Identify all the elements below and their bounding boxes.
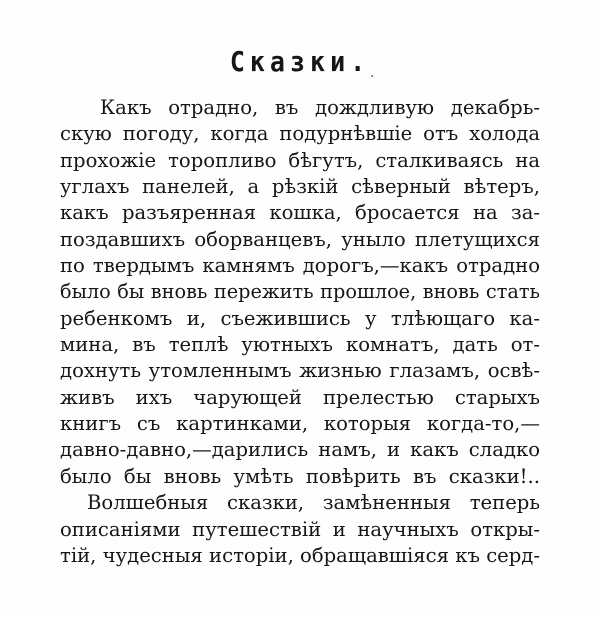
text-line: ребенкомъ и, съежившись у тлѣющаго ка-: [60, 306, 540, 330]
text-line: какъ разъяренная кошка, бросается на за-: [60, 201, 540, 225]
page-title: Сказки.: [229, 45, 371, 78]
paragraph-1: [60, 95, 540, 490]
text-line: углахъ панелей, а рѣзкій сѣверный вѣтеръ,: [60, 175, 540, 199]
text-line: давно-давно,—дарились намъ, и какъ сладко: [60, 438, 540, 462]
text-line: тій, чудесныя исторіи, обращавшіяся къ серд-: [60, 543, 540, 567]
text-line: Волшебныя сказки, замѣненныя теперь: [87, 491, 540, 515]
title-stray-mark: ·: [370, 69, 375, 85]
paragraph-2: [60, 490, 540, 569]
text-line: по твердымъ камнямъ дорогъ,—какъ отрадно: [60, 254, 540, 278]
text-line: мина, въ теплѣ уютныхъ комнатъ, дать от-: [60, 333, 540, 357]
text-line: прохожіе торопливо бѣгутъ, сталкиваясь на: [60, 148, 540, 172]
text-line: дохнуть утомленнымъ жизнью глазамъ, освѣ-: [60, 359, 540, 383]
body-text: [60, 95, 540, 569]
text-line: было бы вновь умѣть повѣрить въ сказки!..: [60, 464, 540, 488]
text-line: поздавшихъ оборванцевъ, уныло плетущихся: [60, 227, 540, 251]
text-line: живъ ихъ чарующей прелестью старыхъ: [60, 385, 540, 409]
text-line: описаніями путешествій и научныхъ откры-: [60, 517, 540, 541]
text-line: Какъ отрадно, въ дождливую декабрь-: [100, 96, 540, 119]
text-line: книгъ съ картинками, которыя когда-то,—: [60, 412, 540, 436]
text-line: было бы вновь пережить прошлое, вновь стать: [60, 280, 540, 304]
text-line: скую погоду, когда подурнѣвшіе отъ холода: [60, 122, 540, 146]
